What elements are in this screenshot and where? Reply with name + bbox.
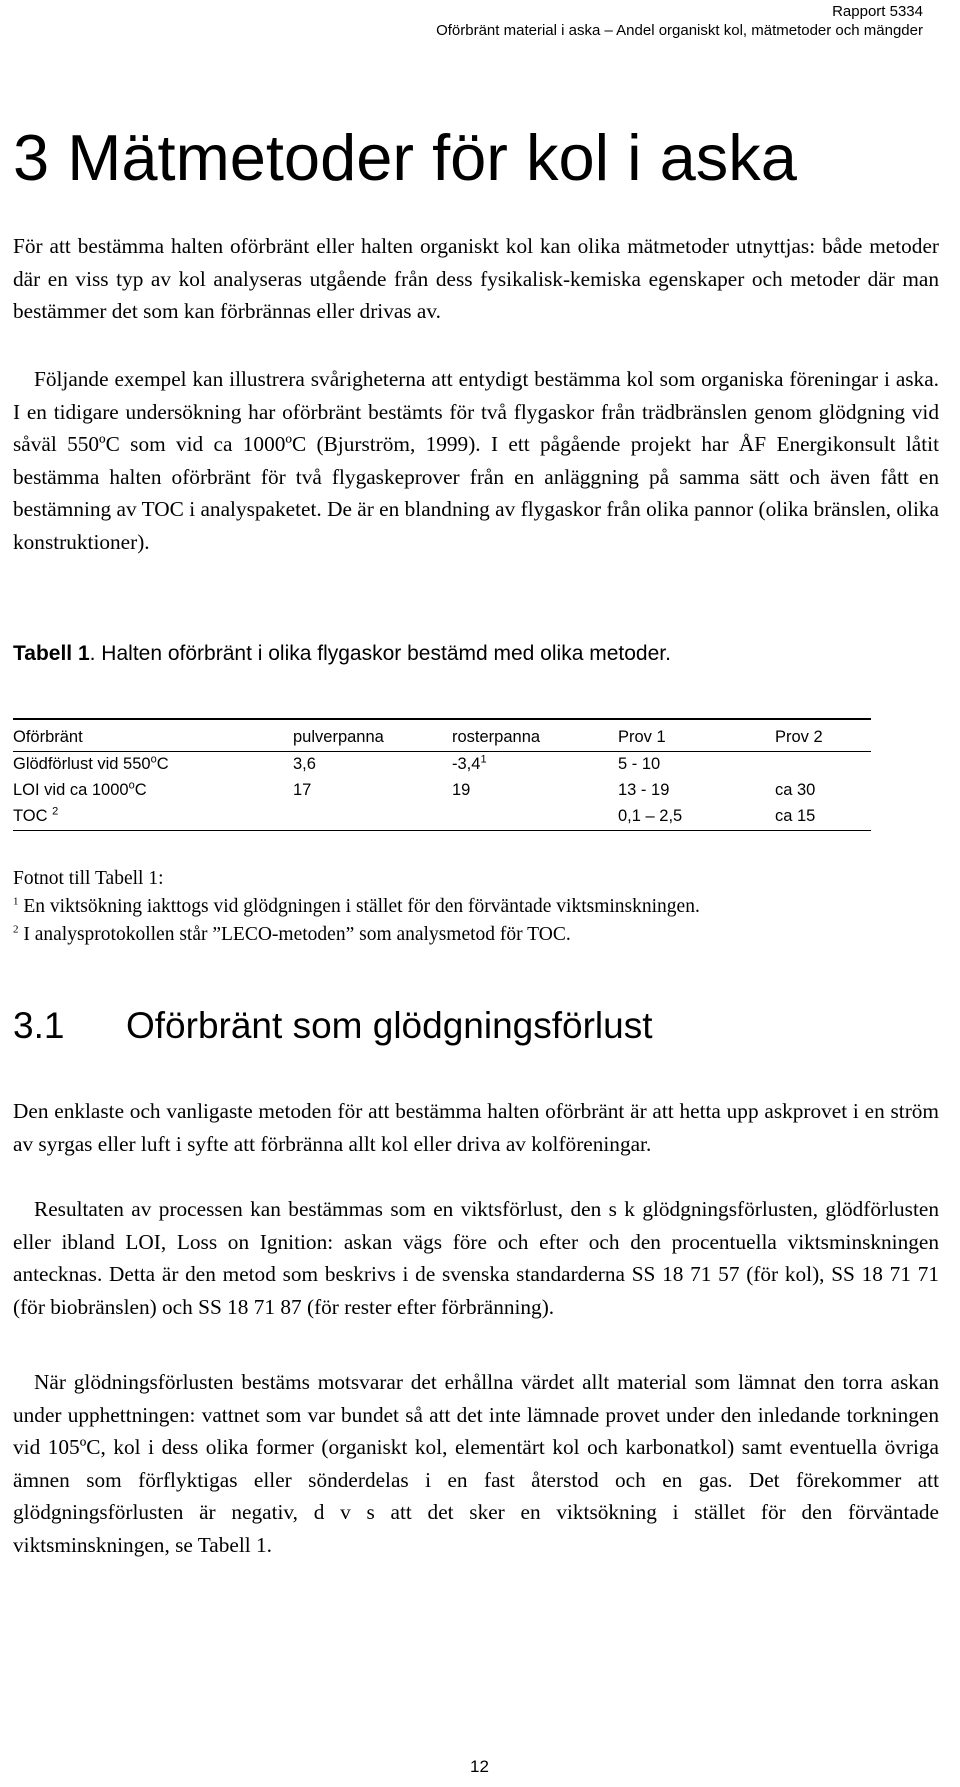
- cell-pulverpanna: [293, 804, 452, 831]
- table-caption: [13, 642, 671, 666]
- report-number: Rapport 5334: [832, 3, 923, 20]
- footnote-1: $^1$ En viktsökning iakttogs vid glödgningen i stället för den förväntade viktsminskningen.: [13, 895, 700, 917]
- section-title: Oförbränt som glödgningsförlust: [126, 1005, 653, 1046]
- section-paragraph-3: När glödningsförlusten bestäms motsvarar det erhållna värdet allt material som lämnat den torra askan under upphettningen: vattnet som var bundet så att det inte lämnade provet under den inledande torkningen vid 105ºC, kol i dess olika former (organiskt kol, elementärt kol och karbonatkol) samt eventuella övriga ämnen som förflyktigas eller sönderdelas i en fast återstod och en gas. Det förekommer att glödgningsförlusten är negativ, d v s att det sker en viktsökning i stället för den förväntade viktsminskningen, se Tabell 1.: [13, 1370, 939, 1557]
- section-paragraph-2: Resultaten av processen kan bestämmas som en viktsförlust, den s k glödgningsförlusten, glödförlusten eller ibland LOI, Loss on Ignition: askan vägs före och efter och den procentuella viktsminskningen antecknas. Detta är den metod som beskrivs i de svenska standarderna SS 18 71 57 (för kol), SS 18 71 71 (för biobränslen) och SS 18 71 87 (för rester efter förbränning).: [13, 1197, 939, 1319]
- table-caption-label: Tabell 1: [13, 642, 90, 665]
- header-cell: Oförbränt: [13, 719, 293, 752]
- table-caption-text: . Halten oförbränt i olika flygaskor bestämd med olika metoder.: [89, 642, 671, 665]
- section-number: 3.1: [13, 1005, 65, 1046]
- report-subtitle: Oförbränt material i aska – Andel organiskt kol, mätmetoder och mängder: [436, 22, 923, 39]
- table-row: [13, 804, 871, 831]
- cell-pulverpanna: 3,6: [293, 755, 316, 773]
- cell-rosterpanna: [452, 804, 618, 831]
- header-cell: rosterpanna: [452, 719, 618, 752]
- table-row: [13, 778, 871, 804]
- header-cell: Prov 2: [775, 719, 871, 752]
- header-cell: Prov 1: [618, 719, 775, 752]
- cell-prov1: 5 - 10: [618, 755, 661, 773]
- row-label: LOI vid ca 1000$^o$C: [13, 779, 147, 799]
- row-label: TOC $^2$: [13, 804, 293, 831]
- results-table: [13, 718, 871, 831]
- cell-prov2: [775, 752, 871, 779]
- footnote-title: Fotnot till Tabell 1:: [13, 868, 164, 889]
- intro-paragraph-2: Följande exempel kan illustrera svårigheterna att entydigt bestämma kol som organiska föreningar i aska. I en tidigare undersökning har oförbränt bestämts för två flygaskor från trädbränslen genom glödgning vid såväl 550ºC som vid ca 1000ºC (Bjurström, 1999). I ett pågående projekt har ÅF Energikonsult låtit bestämma halten oförbränt för två flygaskeprover från en anläggning på samma sätt och även fått en bestämning av TOC i analyspaketet. De är en blandning av flygaskor från olika pannor (olika bränslen, olika konstruktioner).: [13, 367, 939, 554]
- cell-pulverpanna: 17: [293, 781, 312, 799]
- chapter-heading: 3 Mätmetoder för kol i aska: [13, 121, 797, 194]
- cell-prov2: ca 30: [775, 781, 816, 799]
- section-paragraph-1: Den enklaste och vanligaste metoden för att bestämma halten oförbränt är att hetta upp askprovet i en ström av syrgas eller luft i syfte att förbränna allt kol eller driva av kolföreningar.: [13, 1099, 939, 1156]
- header-cell: pulverpanna: [293, 719, 452, 752]
- page-header: [436, 2, 923, 40]
- cell-prov1: 13 - 19: [618, 781, 670, 799]
- cell-rosterpanna: 19: [452, 781, 471, 799]
- footnote-2: $^2$ I analysprotokollen står ”LECO-metoden” som analysmetod för TOC.: [13, 923, 571, 945]
- cell-prov1: 0,1 – 2,5: [618, 804, 775, 831]
- intro-paragraph-1: För att bestämma halten oförbränt eller halten organiskt kol kan olika mätmetoder utnyttjas: både metoder där en viss typ av kol analyseras utgående från dess fysikalisk-kemiska egenskaper och metoder där man bestämmer det som kan förbrännas eller drivas av.: [13, 234, 939, 324]
- table-row: [13, 752, 871, 779]
- page-number: 12: [470, 1757, 489, 1776]
- row-label: Glödförlust vid 550$^o$C: [13, 753, 169, 773]
- section-heading: [13, 1005, 653, 1047]
- cell-prov2: ca 15: [775, 804, 871, 831]
- cell-rosterpanna: $-3,4^1$: [452, 753, 487, 773]
- table-header-row: [13, 719, 871, 752]
